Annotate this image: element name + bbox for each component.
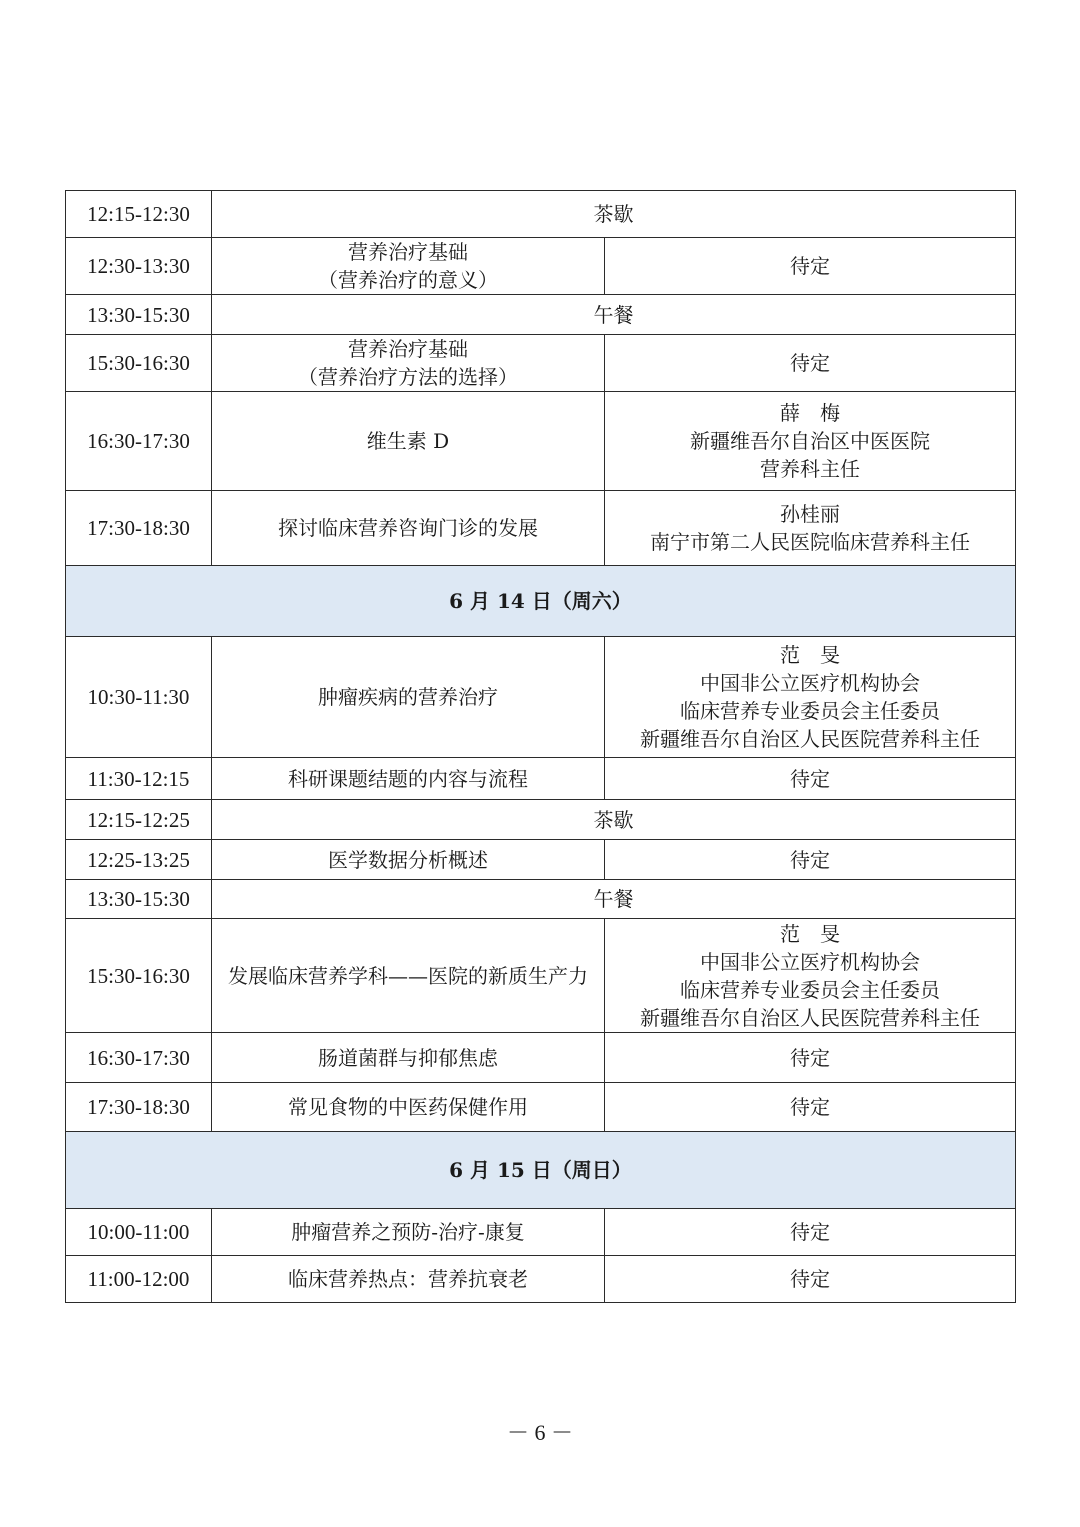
speaker-cell (605, 919, 1016, 1033)
topic-line: （营养治疗方法的选择） (298, 365, 518, 389)
speaker-cell (605, 758, 1016, 800)
speaker-line: 待定 (790, 1267, 830, 1291)
time-cell: 12:30-13:30 (66, 238, 212, 295)
page-number: － 6 － (506, 1420, 573, 1445)
speaker-line: 范 旻 (780, 643, 840, 667)
session-row (66, 840, 1016, 880)
time-cell: 17:30-18:30 (66, 1083, 212, 1132)
speaker-cell (605, 392, 1016, 491)
time-cell: 17:30-18:30 (66, 491, 212, 566)
time-cell: 16:30-17:30 (66, 392, 212, 491)
speaker-line: 薛 梅 (780, 401, 840, 425)
topic-line: 营养治疗基础 (348, 337, 468, 361)
time-cell: 15:30-16:30 (66, 335, 212, 392)
session-row (66, 637, 1016, 758)
session-row (66, 392, 1016, 491)
speaker-cell (605, 1083, 1016, 1132)
topic-line: 科研课题结题的内容与流程 (288, 766, 528, 791)
day-header-row (66, 566, 1016, 637)
speaker-line: 中国非公立医疗机构协会 (700, 949, 920, 974)
speaker-line: 待定 (790, 1220, 830, 1244)
session-row (66, 491, 1016, 566)
speaker-cell (605, 238, 1016, 295)
time-cell: 13:30-15:30 (66, 295, 212, 335)
speaker-cell (605, 1256, 1016, 1303)
speaker-line: 待定 (790, 254, 830, 278)
session-row (66, 1083, 1016, 1132)
time-cell: 12:25-13:25 (66, 840, 212, 880)
topic-line: 医学数据分析概述 (328, 847, 488, 872)
speaker-line: 待定 (790, 351, 830, 375)
schedule-body (66, 191, 1016, 1303)
break-label: 茶歇 (212, 191, 1016, 238)
speaker-line: 临床营养专业委员会主任委员 (680, 699, 940, 723)
break-label: 午餐 (212, 295, 1016, 335)
topic-line: 营养治疗基础 (348, 240, 468, 264)
speaker-line: 范 旻 (780, 921, 840, 946)
topic-line: 临床营养热点：营养抗衰老 (288, 1267, 528, 1291)
speaker-line: 临床营养专业委员会主任委员 (680, 977, 940, 1002)
topic-line: 常见食物的中医药保健作用 (288, 1095, 528, 1119)
time-cell: 12:15-12:25 (66, 800, 212, 840)
topic-line: 维生素 D (366, 429, 450, 453)
speaker-cell (605, 637, 1016, 758)
speaker-cell (605, 1209, 1016, 1256)
topic-cell (212, 392, 605, 491)
topic-line: 肠道菌群与抑郁焦虑 (318, 1045, 498, 1070)
topic-cell (212, 840, 605, 880)
speaker-line: 孙桂丽 (780, 502, 840, 526)
session-row (66, 1256, 1016, 1303)
topic-cell (212, 335, 605, 392)
topic-cell (212, 758, 605, 800)
topic-cell (212, 1033, 605, 1083)
topic-cell (212, 238, 605, 295)
time-cell: 16:30-17:30 (66, 1033, 212, 1083)
topic-cell (212, 637, 605, 758)
speaker-line: 待定 (790, 766, 830, 791)
time-cell: 13:30-15:30 (66, 880, 212, 919)
speaker-line: 新疆维吾尔自治区中医医院 (690, 429, 930, 453)
session-row (66, 1033, 1016, 1083)
speaker-cell (605, 840, 1016, 880)
topic-cell (212, 1209, 605, 1256)
speaker-line: 新疆维吾尔自治区人民医院营养科主任 (640, 727, 980, 751)
speaker-cell (605, 1033, 1016, 1083)
time-cell: 11:00-12:00 (66, 1256, 212, 1303)
topic-cell (212, 919, 605, 1033)
speaker-line: 中国非公立医疗机构协会 (700, 671, 920, 695)
topic-line: 肿瘤疾病的营养治疗 (318, 685, 498, 709)
speaker-line: 营养科主任 (760, 457, 860, 481)
break-row (66, 880, 1016, 919)
session-row (66, 758, 1016, 800)
break-row (66, 295, 1016, 335)
break-label: 午餐 (212, 880, 1016, 919)
topic-line: 探讨临床营养咨询门诊的发展 (278, 516, 538, 540)
session-row (66, 238, 1016, 295)
speaker-cell (605, 491, 1016, 566)
speaker-line: 南宁市第二人民医院临床营养科主任 (650, 530, 970, 554)
time-cell: 12:15-12:30 (66, 191, 212, 238)
topic-cell (212, 1256, 605, 1303)
topic-cell (212, 491, 605, 566)
session-row (66, 1209, 1016, 1256)
topic-line: 发展临床营养学科——医院的新质生产力 (228, 963, 588, 988)
session-row (66, 919, 1016, 1033)
speaker-line: 待定 (790, 847, 830, 872)
speaker-line: 待定 (790, 1045, 830, 1070)
schedule-table (65, 190, 1016, 1303)
speaker-line: 新疆维吾尔自治区人民医院营养科主任 (640, 1005, 980, 1030)
time-cell: 15:30-16:30 (66, 919, 212, 1033)
speaker-line: 待定 (790, 1095, 830, 1119)
time-cell: 11:30-12:15 (66, 758, 212, 800)
break-label: 茶歇 (212, 800, 1016, 840)
day-header: 6 月 14 日（周六） (66, 566, 1016, 637)
time-cell: 10:30-11:30 (66, 637, 212, 758)
day-header-row (66, 1132, 1016, 1209)
time-cell: 10:00-11:00 (66, 1209, 212, 1256)
speaker-cell (605, 335, 1016, 392)
break-row (66, 191, 1016, 238)
topic-line: 肿瘤营养之预防-治疗-康复 (291, 1220, 525, 1244)
break-row (66, 800, 1016, 840)
topic-cell (212, 1083, 605, 1132)
topic-line: （营养治疗的意义） (318, 268, 498, 292)
day-header: 6 月 15 日（周日） (66, 1132, 1016, 1209)
session-row (66, 335, 1016, 392)
